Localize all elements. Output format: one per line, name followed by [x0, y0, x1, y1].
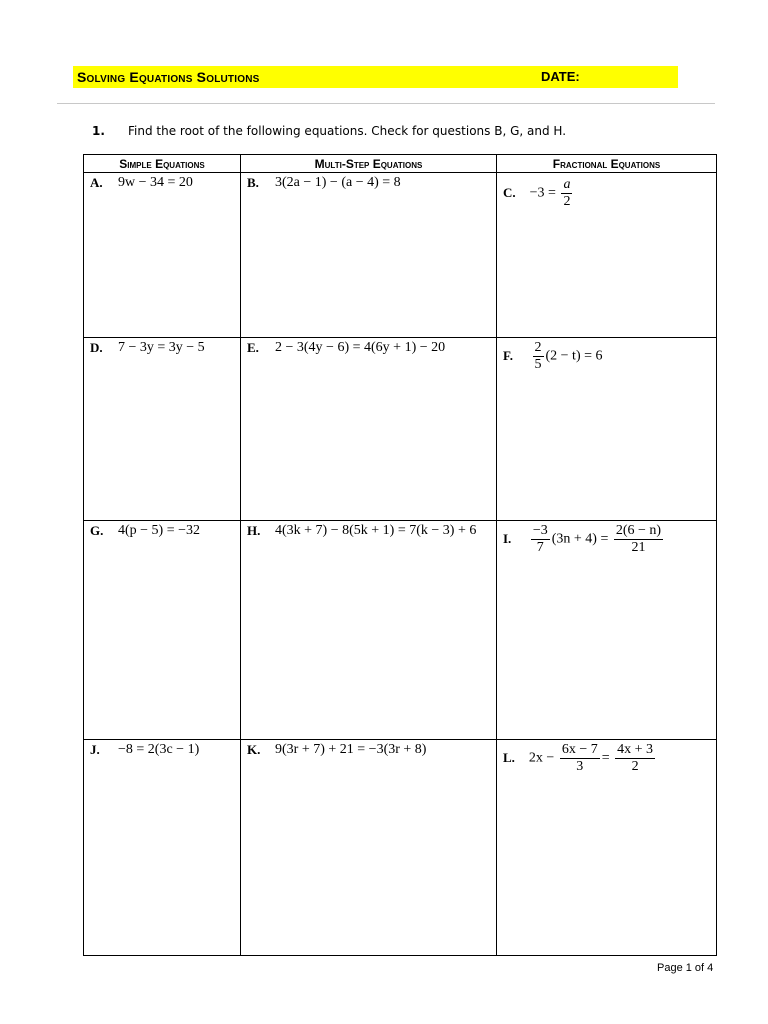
problem-label: J. [90, 742, 100, 757]
date-label: DATE: [541, 69, 580, 84]
equation: F. $\frac{2}{5}$ (2 − t) = 6 [503, 340, 603, 372]
title-bar [73, 66, 678, 88]
problem-label: G. [90, 523, 104, 538]
column-header-fractional: Fractional Equations [497, 155, 717, 173]
equation: 3(2a − 1) − (a − 4) = 8 [275, 175, 401, 190]
problem-a-cell[interactable] [84, 173, 241, 338]
problem-label: K. [247, 742, 261, 757]
equation: −8 = 2(3c − 1) [118, 742, 200, 757]
problem-h-cell[interactable] [241, 521, 497, 740]
problem-j-cell[interactable] [84, 740, 241, 956]
equation: 4(p − 5) = −32 [118, 523, 201, 538]
problem-f-cell[interactable] [497, 338, 717, 521]
problem-k-cell[interactable] [241, 740, 497, 956]
question-number: 1. [92, 124, 105, 138]
page-title: Solving Equations Solutions [77, 69, 260, 85]
problem-e-cell[interactable] [241, 338, 497, 521]
equation: C. −3 = $\frac{a}{2}$ [503, 177, 571, 209]
problem-g-cell[interactable] [84, 521, 241, 740]
problem-l-cell[interactable] [497, 740, 717, 956]
equation: 4(3k + 7) − 8(5k + 1) = 7(k − 3) + 6 [275, 523, 477, 538]
problem-label: D. [90, 340, 103, 355]
equation: 2 − 3(4y − 6) = 4(6y + 1) − 20 [275, 340, 446, 355]
question-text: Find the root of the following equations. Check for questions B, G, and H. [128, 124, 567, 138]
problem-label: H. [247, 523, 261, 538]
equation: 9(3r + 7) + 21 = −3(3r + 8) [275, 742, 427, 757]
problem-d-cell[interactable] [84, 338, 241, 521]
divider [57, 103, 715, 104]
problem-c-cell[interactable] [497, 173, 717, 338]
problem-b-cell[interactable] [241, 173, 497, 338]
problem-label: E. [247, 340, 259, 355]
page-number: Page 1 of 4 [657, 962, 714, 974]
equation: 9w − 34 = 20 [118, 175, 193, 190]
column-header-simple: Simple Equations [84, 155, 241, 173]
problem-label: A. [90, 175, 103, 190]
problem-i-cell[interactable] [497, 521, 717, 740]
problem-label: B. [247, 175, 259, 190]
equation: I. $\frac{-3}{7}$ (3n + 4) = $\frac{2(6 - n)}{21}$ [503, 523, 662, 555]
equation: L. 2x − $\frac{6x - 7}{3}$ = $\frac{4x + 3}{2}$ [503, 742, 654, 774]
column-header-multistep: Multi-Step Equations [241, 155, 497, 173]
equation: 7 − 3y = 3y − 5 [118, 340, 205, 355]
equations-table [83, 154, 717, 956]
